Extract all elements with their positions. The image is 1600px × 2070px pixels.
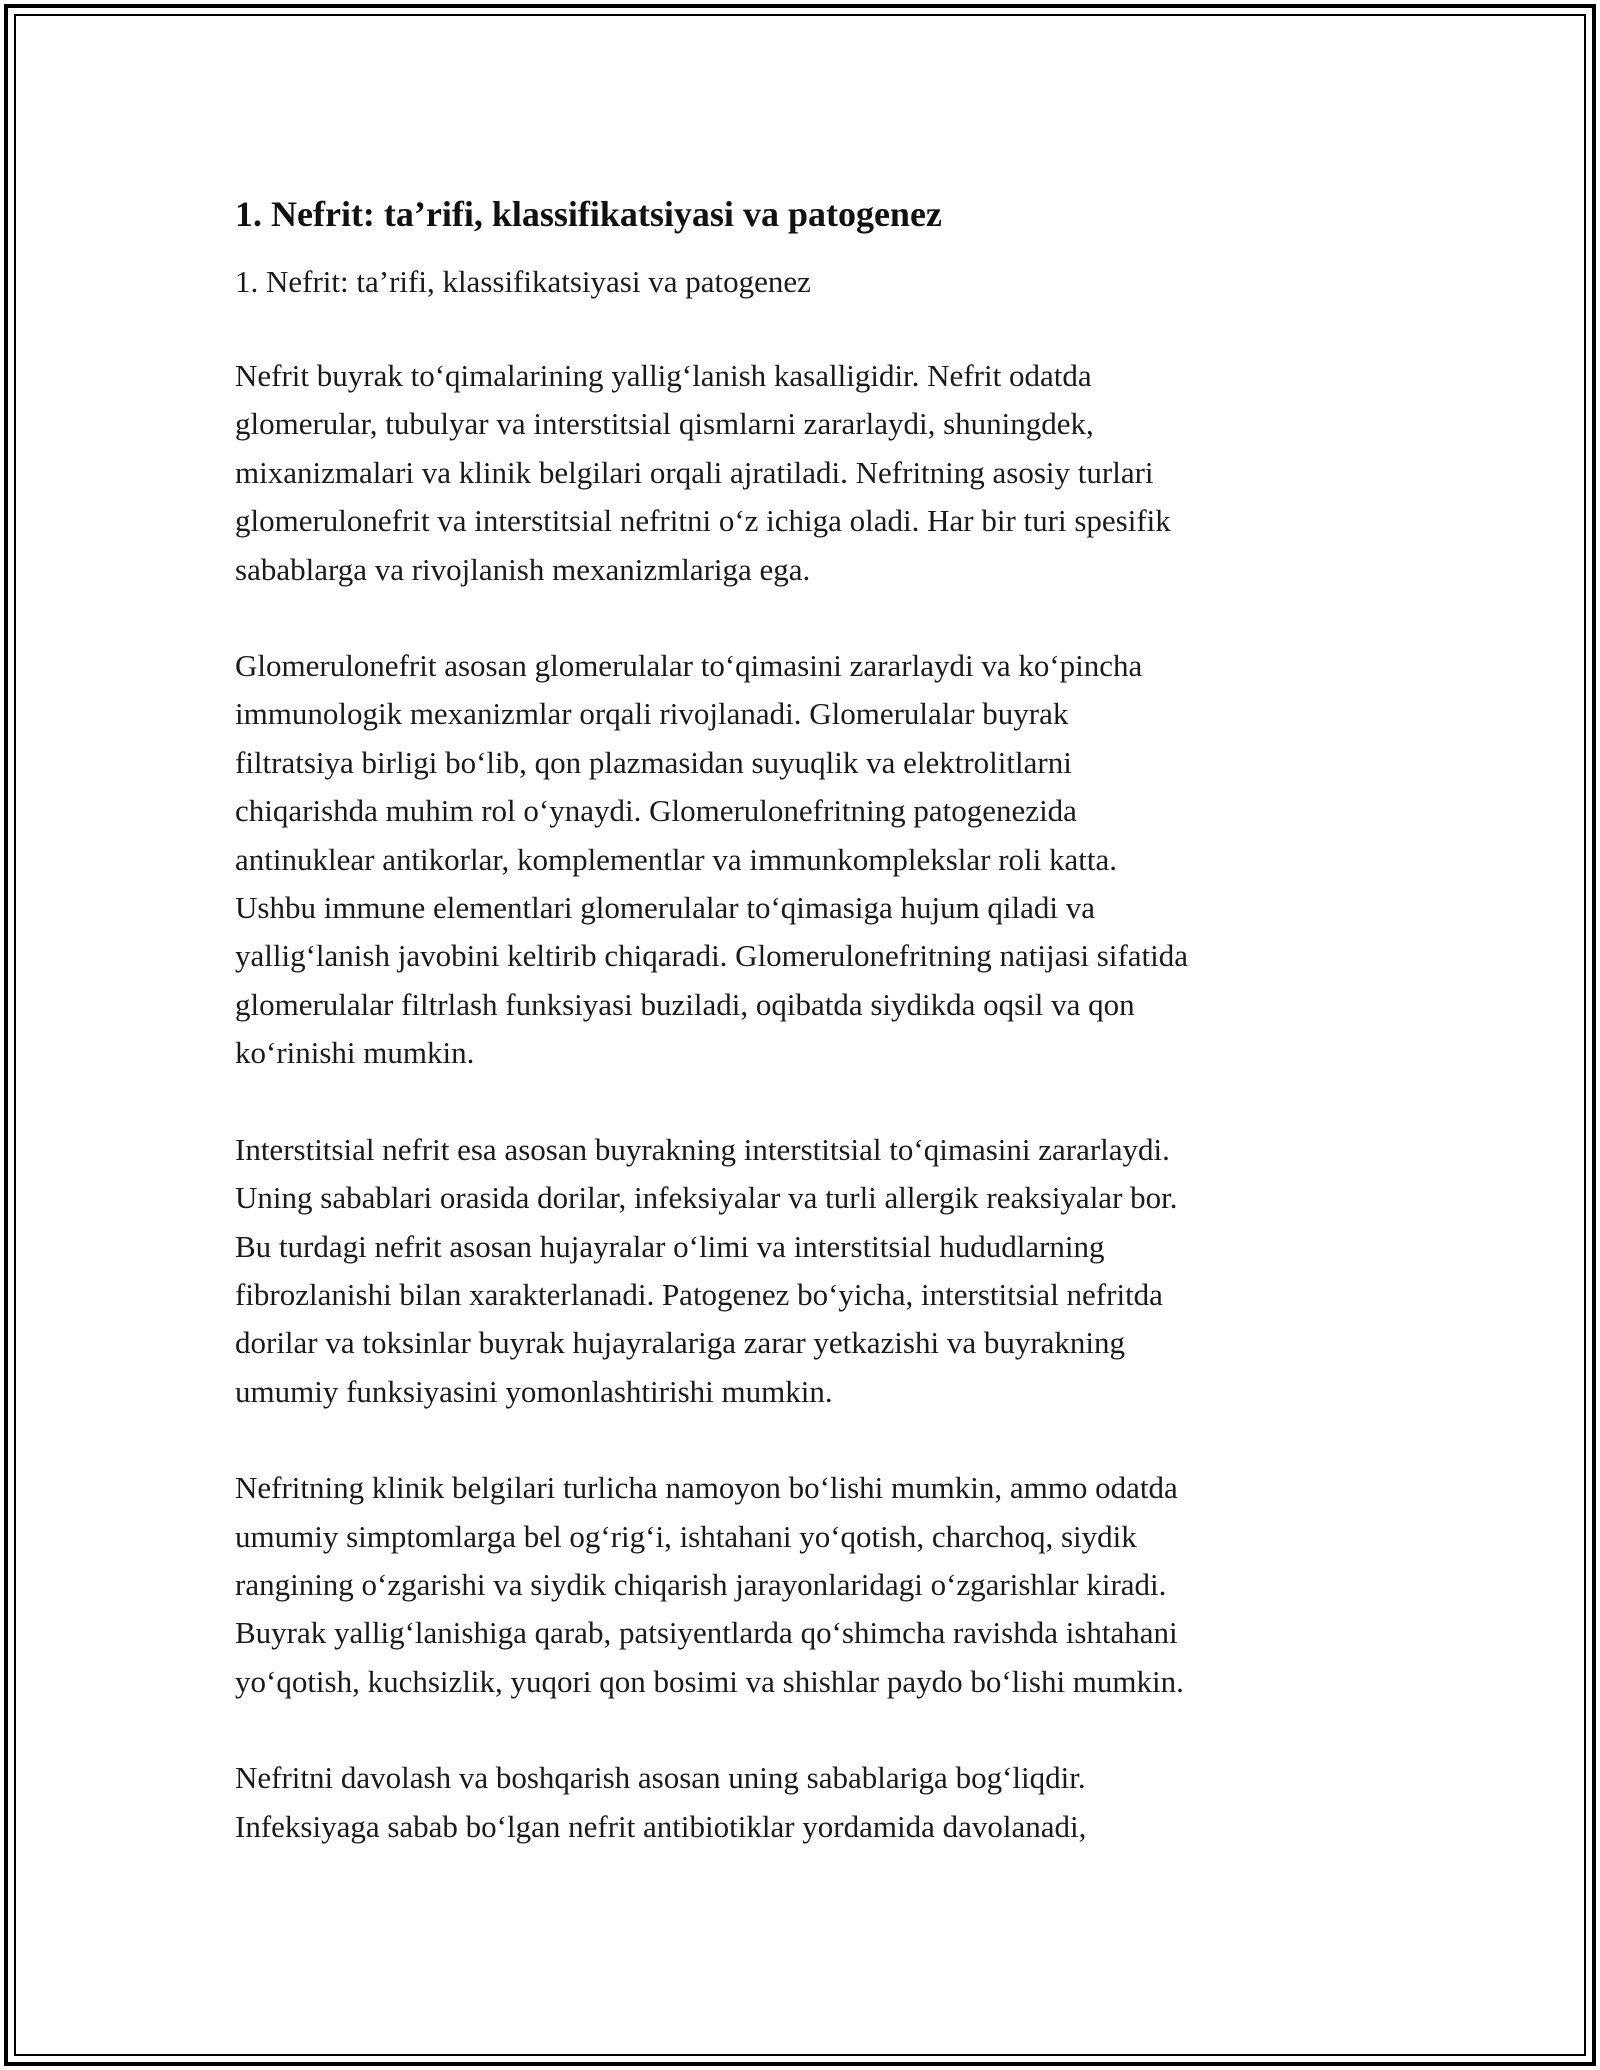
text-line: Glomerulonefrit asosan glomerulalar to‘qimasini zararlaydi va ko‘pincha [235,648,1143,684]
text-line: Nefrit buyrak to‘qimalarining yallig‘lanish kasalligidir. Nefrit odatda [235,358,1092,393]
text-line: Infeksiyaga sabab bo‘lgan nefrit antibiotiklar yordamida davolanadi, [235,1808,1087,1844]
text-line: Ushbu immune elementlari glomerulalar to‘qimasiga hujum qiladi va [235,890,1096,926]
text-line: glomerulonefrit va interstitsial nefritni o‘z ichiga oladi. Har bir turi spesifik [235,503,1171,539]
text-line: chiqarishda muhim rol o‘ynaydi. Glomerulonefritning patogenezida [235,793,1077,829]
paragraph-glomerulonephritis [235,642,1375,1078]
paragraph-definition [235,352,1375,594]
document-body [235,188,1375,1851]
text-line: Buyrak yallig‘lanishiga qarab, patsiyentlarda qo‘shimcha ravishda ishtahani [235,1615,1178,1651]
text-line: Uning sabablari orasida dorilar, infeksiyalar va turli allergik reaksiyalar bor. [235,1180,1178,1216]
text-line: Nefritni davolash va boshqarish asosan uning sabablariga bog‘liqdir. [235,1760,1086,1796]
text-line: glomerulalar filtrlash funksiyasi buziladi, oqibatda siydikda oqsil va qon [235,986,1135,1022]
text-line: sabablarga va rivojlanish mexanizmlariga ega. [235,551,811,587]
text-line: dorilar va toksinlar buyrak hujayralariga zarar yetkazishi va buyrakning [235,1325,1126,1361]
section-heading: 1. Nefrit: ta’rifi, klassifikatsiyasi va patogenez [235,264,811,299]
text-line: umumiy simptomlarga bel og‘rig‘i, ishtahani yo‘qotish, charchoq, siydik [235,1518,1137,1554]
text-line: yo‘qotish, kuchsizlik, yuqori qon bosimi va shishlar paydo bo‘lishi mumkin. [235,1663,1184,1699]
paragraph-interstitial-nephritis [235,1126,1375,1416]
text-line: rangining o‘zgarishi va siydik chiqarish jarayonlaridagi o‘zgarishlar kiradi. [235,1566,1167,1602]
document-title: 1. Nefrit: ta’rifi, klassifikatsiyasi va patogenez [235,194,942,234]
text-line: antinuklear antikorlar, komplementlar va immunkomplekslar roli katta. [235,841,1118,877]
text-line: Nefritning klinik belgilari turlicha namoyon bo‘lishi mumkin, ammo odatda [235,1470,1178,1506]
text-line: Interstitsial nefrit esa asosan buyrakning interstitsial to‘qimasini zararlaydi. [235,1131,1170,1167]
text-line: ko‘rinishi mumkin. [235,1035,475,1071]
text-line: Bu turdagi nefrit asosan hujayralar o‘limi va interstitsial hududlarning [235,1228,1105,1264]
text-line: mixanizmalari va klinik belgilari orqali ajratiladi. Nefritning asosiy turlari [235,454,1154,490]
text-line: fibrozlanishi bilan xarakterlanadi. Patogenez bo‘yicha, interstitsial nefritda [235,1276,1163,1312]
paragraph-treatment [235,1754,1375,1851]
text-line: filtratsiya birligi bo‘lib, qon plazmasidan suyuqlik va elektrolitlarni [235,744,1072,780]
paragraph-clinical-signs [235,1464,1375,1706]
text-line: glomerular, tubulyar va interstitsial qismlarni zararlaydi, shuningdek, [235,406,1094,442]
text-line: yallig‘lanish javobini keltirib chiqaradi. Glomerulonefritning natijasi sifatida [235,938,1189,974]
text-line: immunologik mexanizmlar orqali rivojlanadi. Glomerulalar buyrak [235,696,1069,732]
text-line: umumiy funksiyasini yomonlashtirishi mumkin. [235,1373,833,1409]
